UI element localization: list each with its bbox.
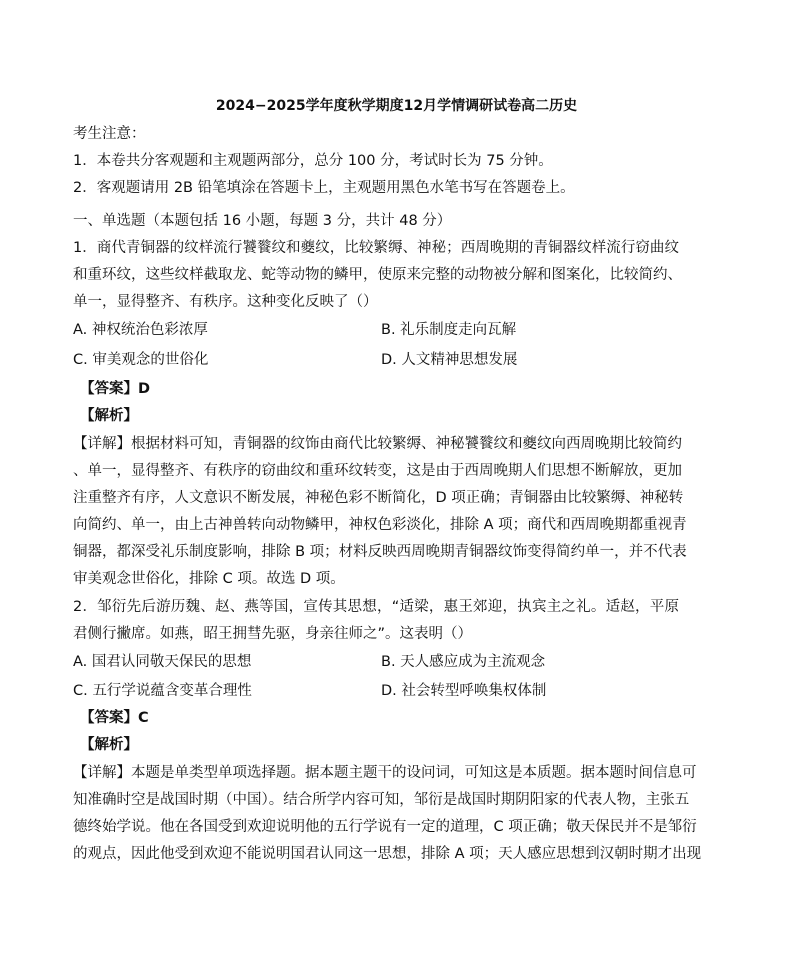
- detail-line: 审美观念世俗化，排除 C 项。故选 D 项。: [73, 571, 345, 587]
- detail-line: 、单一，显得整齐、有秩序的窃曲纹和重环纹转变，这是由于西周晚期人们思想不断解放，更加: [73, 463, 682, 479]
- option-b: B. 天人感应成为主流观念: [381, 654, 546, 670]
- detail-line: 【详解】根据材料可知，青铜器的纹饰由商代比较繁缛、神秘饕餮纹和夔纹向西周晚期比较简约: [73, 436, 682, 452]
- option-d: D. 人文精神思想发展: [381, 352, 518, 368]
- option-d: D. 社会转型呼唤集权体制: [381, 683, 547, 699]
- detail-line: 的观点，因此他受到欢迎不能说明国君认同这一思想，排除 A 项；天人感应思想到汉朝时期才出现: [73, 846, 702, 862]
- option-c: C. 五行学说蕴含变革合理性: [73, 683, 252, 699]
- analysis-label: 【解析】: [80, 737, 138, 753]
- detail-line: 【详解】本题是单类型单项选择题。据本题主题干的设问词，可知这是本质题。据本题时间信息可: [73, 765, 697, 781]
- detail-line: 注重整齐有序，人文意识不断发展，神秘色彩不断简化，D 项正确；青铜器由比较繁缛、神秘转: [73, 490, 684, 506]
- detail-line: 知准确时空是战国时期（中国）。结合所学内容可知，邹衍是战国时期阴阳家的代表人物，主张五: [73, 792, 690, 808]
- detail-line: 向简约、单一，由上古神兽转向动物鳞甲，神权色彩淡化，排除 A 项；商代和西周晚期都重视青: [73, 517, 687, 533]
- option-b: B. 礼乐制度走向瓦解: [381, 322, 517, 338]
- notice-heading: 考生注意：: [73, 126, 146, 142]
- notice-line: 2．客观题请用 2B 铅笔填涂在答题卡上，主观题用黑色水笔书写在答题卷上。: [73, 180, 575, 196]
- question-stem-line: 单一，显得整齐、有秩序。这种变化反映了（）: [73, 294, 378, 310]
- detail-line: 德终始学说。他在各国受到欢迎说明他的五行学说有一定的道理，C 项正确；敬天保民并不是邹衍: [73, 819, 697, 835]
- analysis-label: 【解析】: [80, 408, 138, 424]
- question-stem-line: 和重环纹，这些纹样截取龙、蛇等动物的鳞甲，使原来完整的动物被分解和图案化，比较简约、: [73, 267, 682, 283]
- question-stem-line: 2．邹衍先后游历魏、赵、燕等国，宣传其思想，“适梁，惠王郊迎，执宾主之礼。适赵，平原: [73, 599, 679, 615]
- exam-title: 2024−2025学年度秋学期度12月学情调研试卷高二历史: [215, 98, 578, 114]
- question-stem-line: 君侧行撇席。如燕，昭王拥彗先驱，身亲往师之”。这表明（）: [73, 626, 473, 642]
- section-heading: 一、单选题（本题包括 16 小题，每题 3 分，共计 48 分）: [73, 213, 452, 229]
- option-a: A. 神权统治色彩浓厚: [73, 322, 208, 338]
- option-c: C. 审美观念的世俗化: [73, 352, 209, 368]
- notice-line: 1．本卷共分客观题和主观题两部分，总分 100 分，考试时长为 75 分钟。: [73, 153, 553, 169]
- answer-label: 【答案】C: [80, 710, 149, 726]
- answer-label: 【答案】D: [80, 381, 151, 397]
- option-a: A. 国君认同敬天保民的思想: [73, 654, 252, 670]
- question-stem-line: 1．商代青铜器的纹样流行饕餮纹和夔纹，比较繁缛、神秘；西周晚期的青铜器纹样流行窃曲纹: [73, 240, 679, 256]
- detail-line: 铜器，都深受礼乐制度影响，排除 B 项；材料反映西周晚期青铜器纹饰变得简约单一，并不代表: [73, 544, 687, 560]
